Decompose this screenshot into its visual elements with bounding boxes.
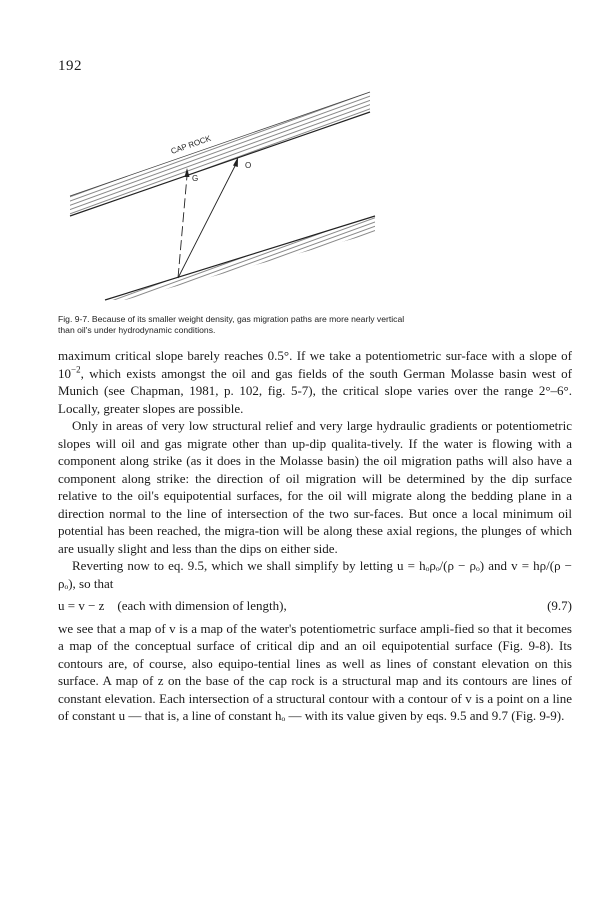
- cap-rock-label: CAP ROCK: [169, 133, 213, 156]
- equation-body: u = v − z (each with dimension of length),: [58, 598, 287, 613]
- oil-migration-path: [178, 164, 236, 278]
- paragraph-1-part-b: , which exists amongst the oil and gas fields of the south German Molasse basin west of Munich (see Chapman, 1981, p. 102, fig. 5-7), the critical slope varies over the range 2°–6°. Locally, greater slopes are possible.: [58, 365, 572, 416]
- equation-9-7: [58, 597, 572, 615]
- cap-rock-upper-edge: [70, 92, 370, 196]
- equation-number: (9.7): [547, 598, 572, 613]
- cap-rock-band: [70, 92, 370, 216]
- lower-bed-top: [105, 216, 375, 300]
- caption-line-1: Fig. 9-7. Because of its smaller weight density, gas migration paths are more nearly vertical: [58, 314, 405, 324]
- cap-rock-base: [70, 112, 370, 216]
- paragraph-4: we see that a map of v is a map of the water's potentiometric surface ampli-fied so that it becomes a map of the conceptual surface of critical dip and an oil equipotential surface (Fig. 9-8). Its contours are, of course, also equipo-tential lines as well as lines of constant elevation on this surface. A map of z on the base of the cap rock is a structural map and its contours are lines of constant elevation. Each intersection of a structural contour with a contour of v is a point on a line of constant u — that is, a line of constant hₒ — with its value given by eqs. 9.5 and 9.7 (Fig. 9-9).: [58, 620, 572, 723]
- oil-label: O: [245, 161, 252, 170]
- gas-label: G: [192, 174, 199, 183]
- paragraph-2: Only in areas of very low structural relief and very large hydraulic gradients or potentiometric slopes will oil and gas migrate other than up-dip qualita-tively. If the water is flowing with a component along strike (as it does in the Molasse basin) the oil migration paths will also have a component along strike: the direction of oil migration will be determined by the dip surface relative to the oil's equipotential surfaces, for the oil will migrate along the bedding plane in a direction normal to the line of intersection of the two sur-faces. But once a local minimum oil potential has been reached, the migra-tion will be along these axial regions, the plunges of which are usually slight and less than the dips on either side.: [58, 418, 572, 556]
- figure-diagram: [40, 88, 385, 303]
- figure-9-7: [40, 88, 385, 303]
- body-text: [58, 347, 572, 725]
- paragraph-3: Reverting now to eq. 9.5, which we shall simplify by letting u = hₒρₒ/(ρ − ρₒ) and v = hρ/(ρ − ρₒ), so that: [58, 558, 572, 591]
- caption-line-2: than oil's under hydrodynamic conditions.: [58, 325, 216, 335]
- paragraph-1: [58, 347, 572, 417]
- page-number: 192: [58, 58, 82, 74]
- exponent: −2: [71, 364, 81, 375]
- figure-caption: [58, 314, 568, 336]
- paragraph-1-part-a: maximum critical slope barely reaches 0.5°. If we take a potentiometric sur-face with a slope of 10: [58, 348, 572, 381]
